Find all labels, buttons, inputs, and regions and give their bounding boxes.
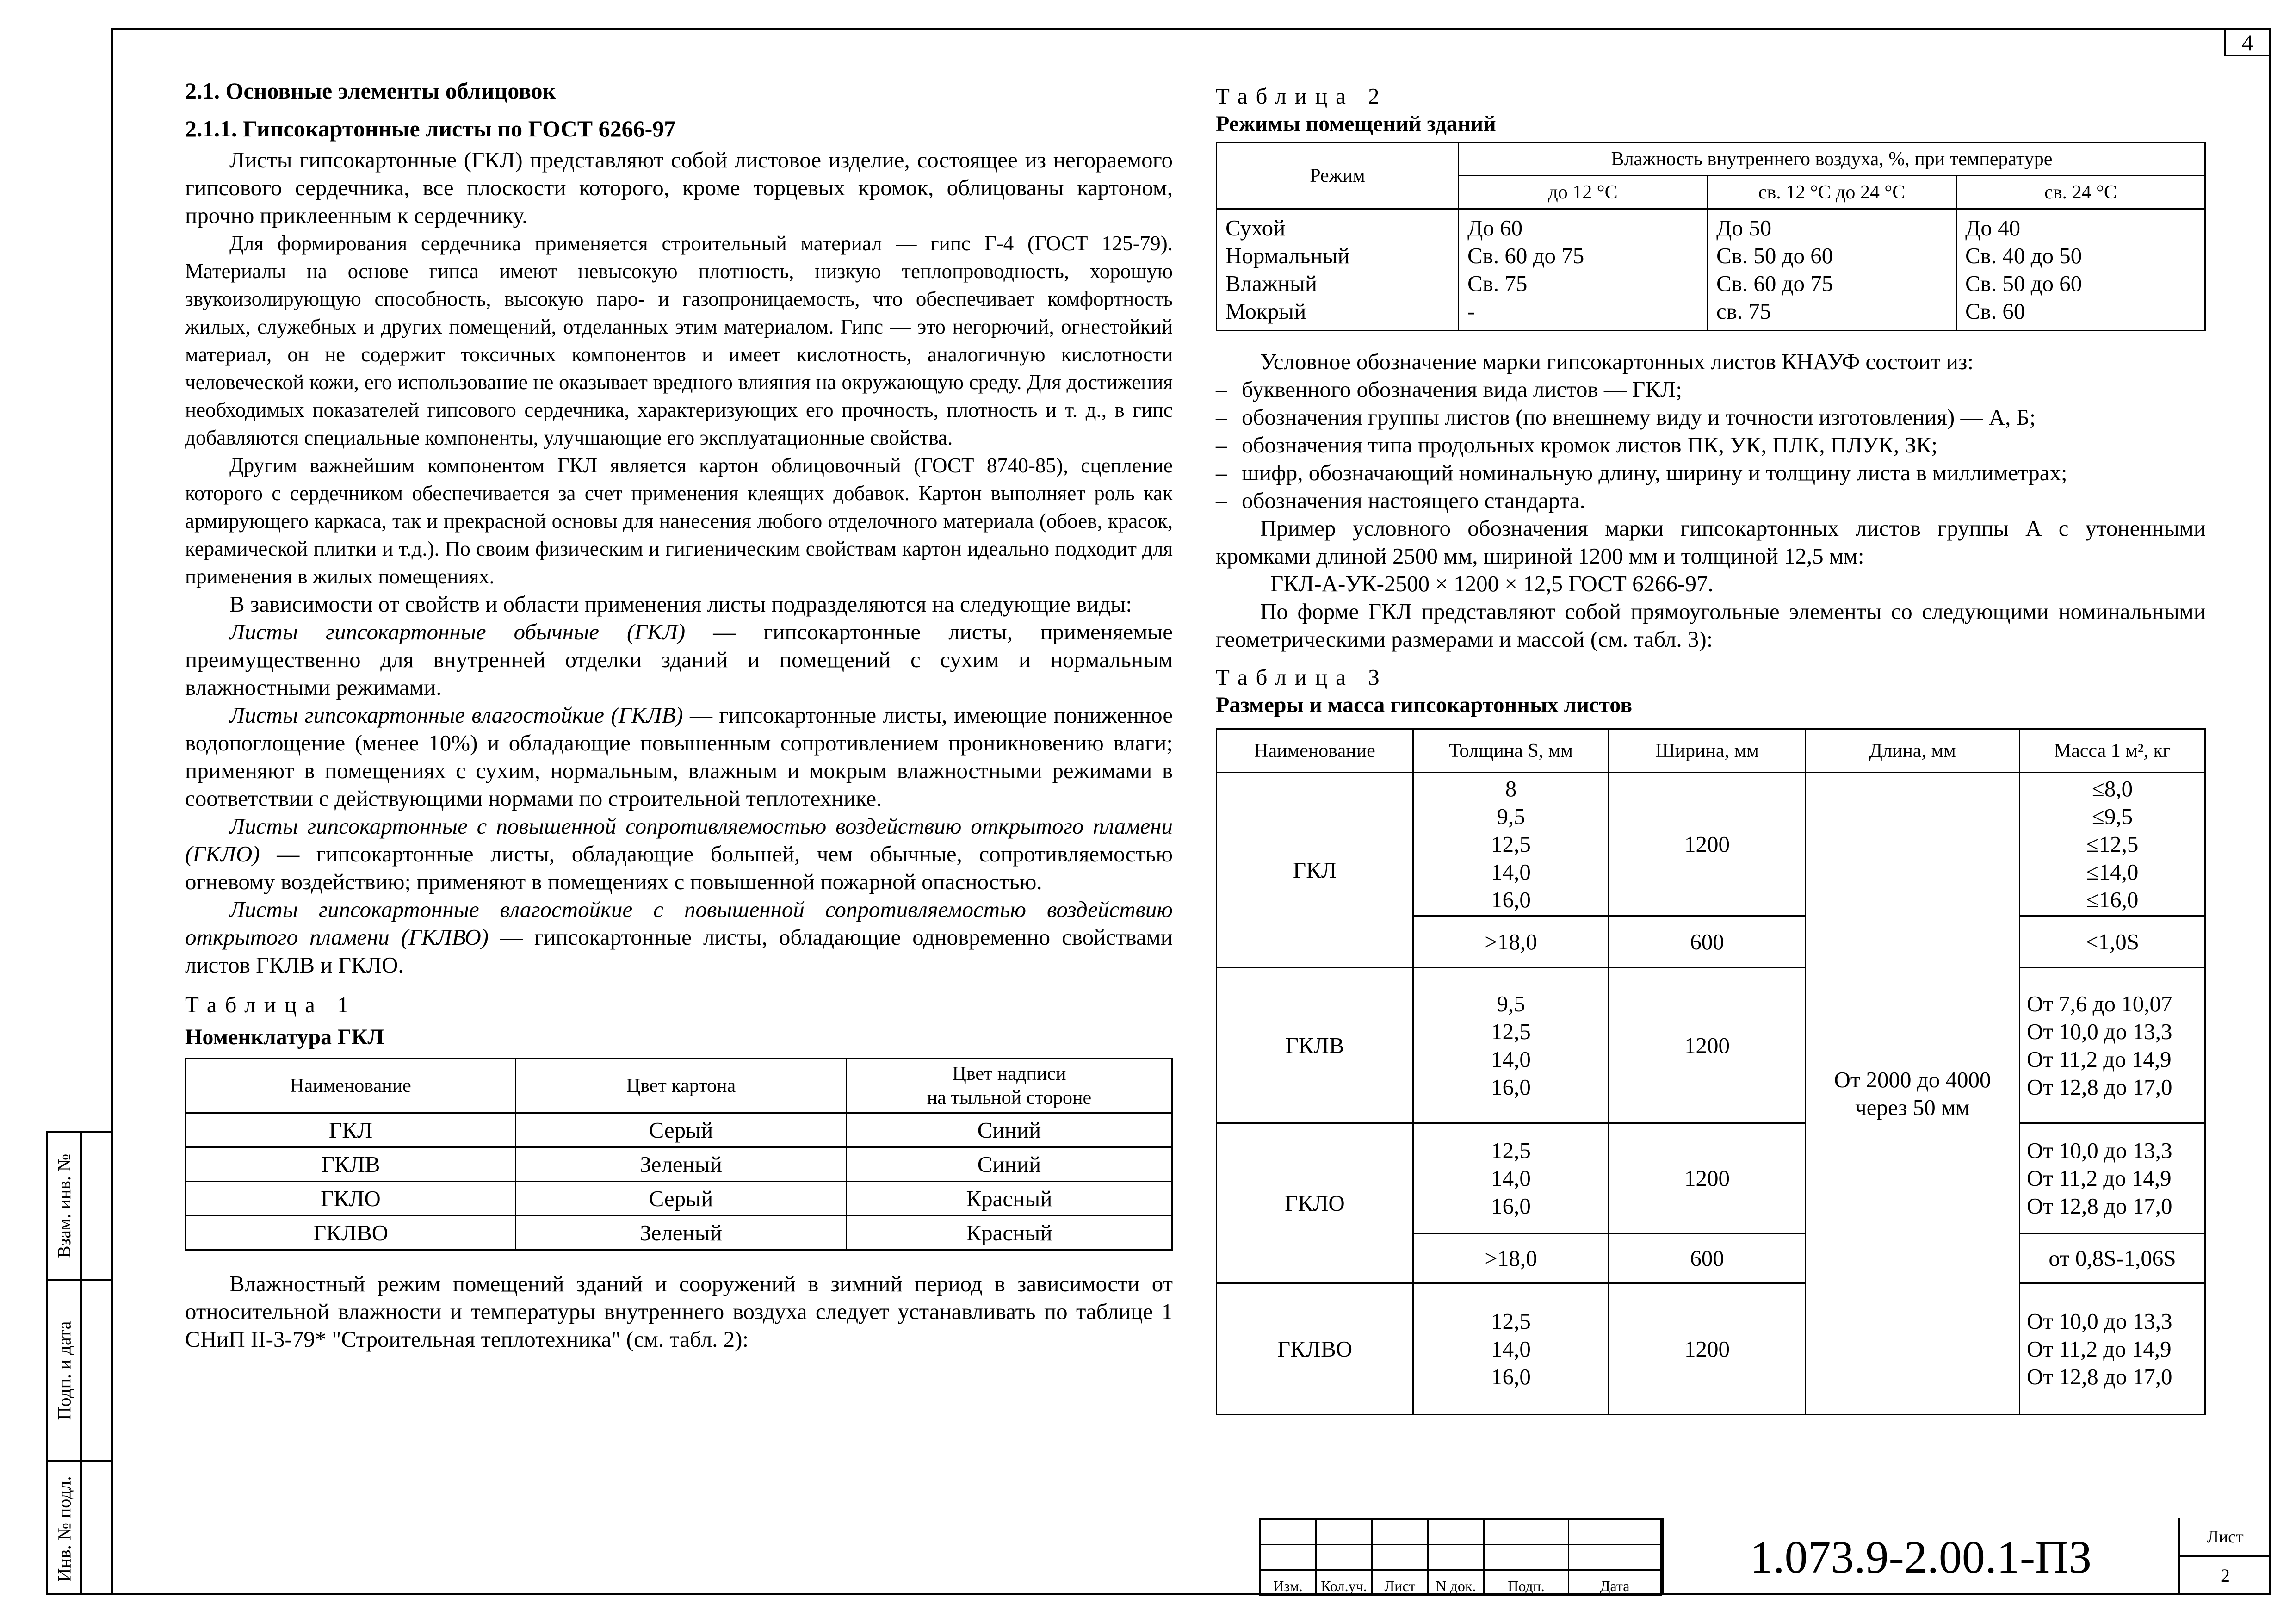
section-heading: 2.1. Основные элементы облицовок [185,78,556,104]
table-row: ГКЛВ Зеленый Синий [186,1147,1172,1182]
table2 [1216,142,2206,331]
table2-header: св. 12 °С до 24 °С [1708,176,1956,209]
table2-header-group: Влажность внутреннего воздуха, %, при температуре [1459,142,2205,176]
tb-col-date: Дата [1569,1570,1661,1596]
tb-col-sign: Подп. [1484,1570,1569,1596]
table2-number: Таблица 2 [1216,83,1388,109]
list-item: – обозначения типа продольных кромок листов ПК, УК, ПЛК, ПЛУК, ЗК; [1216,431,2206,459]
tb-col-sheet: Лист [1372,1570,1428,1596]
table-row: ГКЛВО Зеленый Красный [186,1216,1172,1250]
left-column [185,77,1173,1353]
right-column [1216,82,2206,1415]
tb-col-change: Изм. [1260,1570,1316,1596]
sheet-type-gkl: Листы гипсокартонные обычные (ГКЛ) — гипсокартонные листы, применяемые преимущественно для внутренней отделки зданий и помещений с сухим и нормальным влажностными режимами. [185,619,1173,700]
table3-group-name: ГКЛВО [1217,1283,1413,1415]
table1-title: Номенклатура ГКЛ [185,1025,384,1049]
document-code: 1.073.9-2.00.1-ПЗ [1662,1518,2178,1595]
paragraph: Другим важнейшим компонентом ГКЛ является картон облицовочный (ГОСТ 8740-85), сцепление которого с сердечником обеспечивается за счет применения клеящих добавок. Картон выполняет роль как армирующего каркаса, так и прекрасной основы для нанесения любого отделочного материала (обоев, красок, керамической плитки и т.д.). По своим физическим и гигиеническим свойствам картон идеально подходит для применения в жилых помещениях. [185,454,1173,588]
table1-header: Цвет картона [516,1059,847,1113]
table3-header: Ширина, мм [1609,729,1806,773]
side-stamp-label-sign-date: Подп. и дата [54,1321,75,1420]
paragraph: В зависимости от свойств и области применения листы подразделяются на следующие виды: [229,591,1132,617]
side-stamp [46,1131,113,1595]
tb-col-doc: N док. [1428,1570,1484,1596]
sheet-number: 2 [2221,1565,2230,1586]
table3-title: Размеры и масса гипсокартонных листов [1216,693,1633,717]
designation-example: ГКЛ-А-УК-2500 × 1200 × 12,5 ГОСТ 6266-97. [1270,571,1714,596]
table3-length: От 2000 до 4000 через 50 мм [1806,773,2020,1415]
sheet-type-gklo: Листы гипсокартонные с повышенной сопротивляемостью воздействию открытого пламени (ГКЛО) — гипсокартонные листы, обладающие большей, чем обычные, сопротивляемостью огневому воздействию; применяют в помещениях с повышенной пожарной опасностью. [185,813,1173,894]
table3 [1216,728,2206,1415]
table-row: ГКЛ Серый Синий [186,1113,1172,1147]
table1-number: Таблица 1 [185,992,357,1017]
paragraph: Условное обозначение марки гипсокартонных листов КНАУФ состоит из: [1260,349,1974,374]
table3-group-name: ГКЛО [1217,1123,1413,1283]
page-number: 4 [2224,28,2271,56]
table2-title: Режимы помещений зданий [1216,112,1496,136]
tb-col-count: Кол.уч. [1316,1570,1372,1596]
table1 [185,1058,1173,1251]
table2-header: св. 24 °С [1956,176,2205,209]
side-stamp-label-inventory: Инв. № подл. [54,1476,75,1581]
list-item: – шифр, обозначающий номинальную длину, ширину и толщину листа в миллиметрах; [1216,459,2206,487]
table2-header-mode: Режим [1217,142,1459,209]
list-item: – буквенного обозначения вида листов — ГКЛ; [1216,376,2206,403]
table3-header: Длина, мм [1806,729,2020,773]
revision-grid [1259,1518,1662,1596]
paragraph: По форме ГКЛ представляют собой прямоугольные элементы со следующими номинальными геометрическими размерами и массой (см. табл. 3): [1216,599,2206,652]
sheet-box [2178,1518,2271,1595]
paragraph: Для формирования сердечника применяется строительный материал — гипс Г-4 (ГОСТ 125-79). Материалы на основе гипса имеют невысокую плотность, низкую теплопроводность, хорошую звукоизолирующую способность, высокую паро- и газопроницаемость, что обеспечивает комфортность жилых, служебных и других помещений, отделанных этим материалом. Гипс — это негорючий, огнестойкий материал, он не содержит токсичных компонентов и имеет кислотность, аналогичную кислотности человеческой кожи, его использование не оказывает вредного влияния на окружающую среду. Для достижения необходимых показателей гипсового сердечника, характеризующих его прочность, плотность и т. д., в гипс добавляются специальные компоненты, улучшающие его эксплуатационные свойства. [185,232,1173,449]
table1-header: Наименование [186,1059,516,1113]
paragraph: Влажностный режим помещений зданий и сооружений в зимний период в зависимости от относительной влажности и температуры внутреннего воздуха следует устанавливать по таблице 1 СНиП II-3-79* "Строительная теплотехника" (см. табл. 2): [185,1271,1173,1352]
table-row: ГКЛВ 9,5 12,5 14,0 16,0 1200 От 7,6 до 10,07 От 10,0 до 13,3 От 11,2 до 14,9 От 12,8 до 17,0 [1217,968,2205,1123]
table-row: ГКЛО Серый Красный [186,1182,1172,1216]
table3-group-name: ГКЛ [1217,773,1413,968]
paragraph: Листы гипсокартонные (ГКЛ) представляют собой листовое изделие, состоящее из негораемого гипсового сердечника, все плоскости которого, кроме торцевых кромок, облицованы картоном, прочно приклеенным к сердечнику. [185,147,1173,228]
table3-header: Наименование [1217,729,1413,773]
table-row: ГКЛВО 12,5 14,0 16,0 1200 От 10,0 до 13,3 От 11,2 до 14,9 От 12,8 до 17,0 [1217,1283,2205,1415]
table3-header: Масса 1 м², кг [2020,729,2205,773]
table-row: >18,0 600 <1,0S [1217,916,2205,968]
table-row: >18,0 600 от 0,8S-1,06S [1217,1233,2205,1283]
side-stamp-label-replace: Взам. инв. № [54,1153,75,1258]
subsection-heading: 2.1.1. Гипсокартонные листы по ГОСТ 6266-97 [185,116,676,142]
list-item: – обозначения группы листов (по внешнему виду и точности изготовления) — А, Б; [1216,403,2206,431]
table3-header: Толщина S, мм [1413,729,1609,773]
table-row: ГКЛ 8 9,5 12,5 14,0 16,0 1200 От 2000 до 4000 через 50 мм ≤8,0 ≤9,5 ≤12,5 ≤14,0 ≤16,0 [1217,773,2205,916]
table3-group-name: ГКЛВ [1217,968,1413,1123]
table2-header: до 12 °С [1459,176,1708,209]
paragraph: Пример условного обозначения марки гипсокартонных листов группы А с утоненными кромками длиной 2500 мм, шириной 1200 мм и толщиной 12,5 мм: [1216,515,2206,569]
sheet-type-gklvo: Листы гипсокартонные влагостойкие с повышенной сопротивляемостью воздействию открытого пламени (ГКЛВО) — гипсокартонные листы, обладающие одновременно свойствами листов ГКЛВ и ГКЛО. [185,897,1173,978]
list-item: – обозначения настоящего стандарта. [1216,487,2206,514]
table-row: Сухой Нормальный Влажный Мокрый До 60 Св. 60 до 75 Св. 75 - До 50 Св. 50 до 60 Св. 60 до 75 св. 75 До 40 Св. 40 до 50 Св. 50 до 60 Св. 60 [1217,209,2205,331]
title-block [1259,1518,2271,1595]
sheet-label: Лист [2180,1518,2271,1557]
table3-number: Таблица 3 [1216,664,1388,690]
table-row: ГКЛО 12,5 14,0 16,0 1200 От 10,0 до 13,3 От 11,2 до 14,9 От 12,8 до 17,0 [1217,1123,2205,1233]
sheet-type-gklv: Листы гипсокартонные влагостойкие (ГКЛВ) — гипсокартонные листы, имеющие пониженное водопоглощение (менее 10%) и обладающие повышенным сопротивлением проникновению влаги; применяют в помещениях с сухим, нормальным, влажным и мокрым влажностными режимами в соответствии с действующими нормами по строительной теплотехнике. [185,702,1173,811]
table1-header: Цвет надписи на тыльной стороне [847,1059,1172,1113]
